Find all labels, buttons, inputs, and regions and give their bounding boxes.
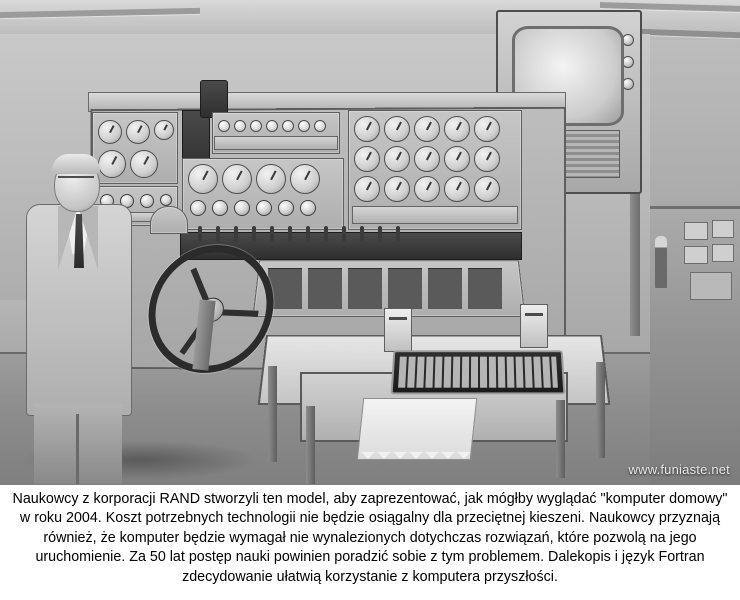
gauge-dial [474,146,500,172]
control-knob [300,200,316,216]
control-knob [190,200,206,216]
toggle-lever [270,226,274,242]
gauge-dial [98,150,126,178]
teletype-module-left [384,308,412,352]
caption-block [0,485,740,600]
gauge-dial [384,176,410,202]
gauge-dial [474,116,500,142]
module-slot [389,317,407,320]
man-hair [52,154,100,174]
background-hall-floor [636,300,740,485]
gauge-dial [290,164,320,194]
background-exhibit-panel [684,246,708,264]
control-knob [278,200,294,216]
card-slot [388,268,422,309]
gauge-dial [354,176,380,202]
gauge-dial [414,176,440,202]
paper-perforated-edge [360,452,472,462]
toggle-lever [378,226,382,242]
teletype-module-right [520,304,548,348]
gauge-dial [154,120,174,140]
control-knob [256,200,272,216]
control-knob [234,200,250,216]
toggle-lever [324,226,328,242]
gauge-dial [354,146,380,172]
watermark: www.funiaste.net [628,462,730,477]
toggle-lever [252,226,256,242]
toggle-lever [288,226,292,242]
gauge-dial [188,164,218,194]
toggle-lever [360,226,364,242]
gauge-dial [126,120,150,144]
caption-text: Naukowcy z korporacji RAND stworzyli ten model, aby zaprezentować, jak mógłby wyglądać "komputer domowy" w roku 2004. Koszt potrzebnych technologii nie będzie osiągalny dla przeciętnej kieszeni. Naukowcy przyznają również, że komputer będzie wymagał nie wynalezionych dotychczas rozwiązań, które pozwolą na jego uruchomienie. Za 50 lat postęp nauki powinien poradzić sobie z tym problemem. Dalekopis i język Fortran zdecydowanie ułatwią korzystanie z komputera przyszłości. [12,491,728,585]
gauge-dial [444,146,470,172]
indicator-lamp [218,120,230,132]
keyboard-keys [398,357,558,388]
gauge-dial [384,116,410,142]
card-slot [348,268,382,309]
background-exhibit-panel [712,244,734,262]
round-display-housing [150,206,188,234]
indicator-lamp [234,120,246,132]
desk-leg [306,406,315,484]
gauge-dial [130,150,158,178]
module-slot [525,313,543,316]
background-exhibit-panel [690,272,732,300]
gauge-dial [444,176,470,202]
background-exhibit-panel [684,222,708,240]
gauge-dial [384,146,410,172]
gauge-dial [414,146,440,172]
toggle-lever [342,226,346,242]
gauge-dial [222,164,252,194]
card-slot [308,268,342,309]
eyeglasses-icon [58,176,94,186]
gauge-dial [474,176,500,202]
toggle-lever [216,226,220,242]
gauge-dial [444,116,470,142]
desk-leg [556,400,565,478]
label-strip [352,206,518,224]
desk-leg [596,362,605,458]
desk-leg [268,366,277,462]
toggle-lever [234,226,238,242]
indicator-lamp [250,120,262,132]
indicator-lamp [314,120,326,132]
background-visitor [655,236,667,288]
card-slot [468,268,502,309]
control-knob [160,194,172,206]
gauge-dial [414,116,440,142]
control-knob [212,200,228,216]
man-leg-seam [76,414,79,484]
label-strip [214,136,338,150]
gauge-dial [354,116,380,142]
teletype-keyboard [391,350,566,394]
toggle-lever [198,226,202,242]
background-exhibit-panel [712,220,734,238]
gauge-dial [256,164,286,194]
indicator-lamp [266,120,278,132]
indicator-lamp [282,120,294,132]
toggle-lever [396,226,400,242]
indicator-lamp [298,120,310,132]
gauge-dial [98,120,122,144]
paper-printout [357,398,478,460]
card-slot [428,268,462,309]
control-knob [140,194,154,208]
background-hall-rail [636,206,740,209]
toggle-lever [306,226,310,242]
